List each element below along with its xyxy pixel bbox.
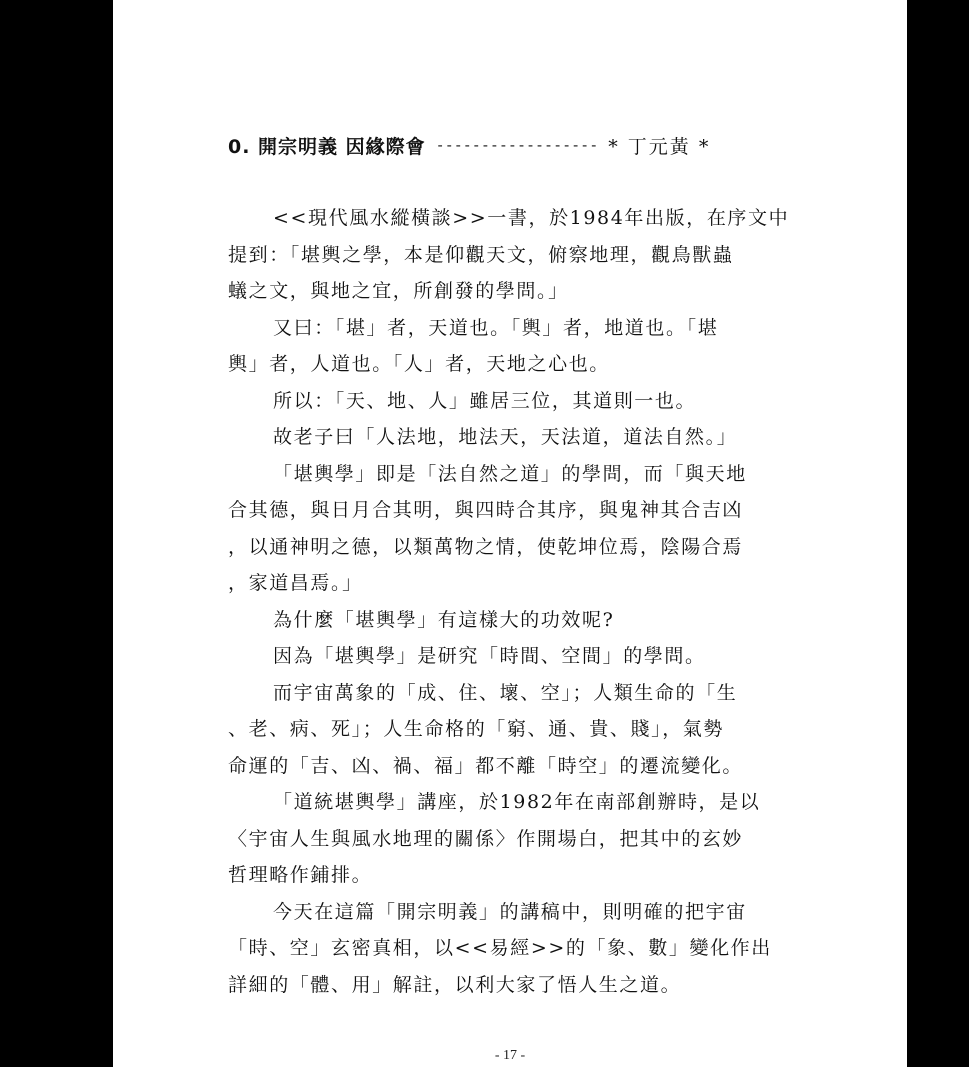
text-line: 輿」者，人道也。「人」者，天地之心也。 bbox=[228, 353, 610, 375]
page-number: - 17 - bbox=[494, 1048, 526, 1063]
text-line: ，家道昌焉。」 bbox=[228, 572, 363, 594]
text-line: 「時、空」玄密真相，以<<易經>>的「象、數」變化作出 bbox=[228, 937, 772, 959]
text-line: 、老、病、死」；人生命格的「窮、通、貴、賤」，氣勢 bbox=[228, 718, 725, 740]
text-line: ，以通神明之德，以類萬物之情，使乾坤位焉，陰陽合焉 bbox=[228, 535, 744, 558]
text-line: 詳細的「體、用」解註，以利大家了悟人生之道。 bbox=[228, 973, 682, 996]
text-line: 「道統堪輿學」講座，於1982年在南部創辦時，是以 bbox=[273, 791, 761, 813]
author-name: * 丁元黃 * bbox=[608, 135, 711, 158]
text-line: 「堪輿學」即是「法自然之道」的學問，而「與天地 bbox=[273, 462, 747, 485]
text-line: 哲理略作鋪排。 bbox=[228, 864, 373, 886]
text-line: 而宇宙萬象的「成、住、壞、空」；人類生命的「生 bbox=[273, 681, 738, 704]
text-line: 蟻之文，與地之宜，所創發的學問。」 bbox=[228, 280, 569, 302]
heading-dash-leader: ------------------ bbox=[435, 136, 599, 154]
chapter-title: 0. 開宗明義 因緣際會 bbox=[228, 135, 426, 158]
body-text bbox=[228, 200, 788, 1003]
text-line: 所以：「天、地、人」雖居三位，其道則一也。 bbox=[273, 389, 697, 412]
text-line: 命運的「吉、凶、禍、福」都不離「時空」的遷流變化。 bbox=[228, 754, 744, 777]
text-line: 今天在這篇「開宗明義」的講稿中，則明確的把宇宙 bbox=[273, 900, 747, 923]
text-line: 因為「堪輿學」是研究「時間、空間」的學問。 bbox=[273, 645, 706, 667]
text-line: <<現代風水縱橫談>>一書，於1984年出版，在序文中 bbox=[273, 207, 790, 229]
text-line: 故老子曰「人法地，地法天，天法道，道法自然。」 bbox=[273, 426, 738, 448]
chapter-heading bbox=[228, 130, 788, 160]
text-line: 〈宇宙人生與風水地理的關係〉作開場白，把其中的玄妙 bbox=[228, 827, 744, 850]
text-line: 合其德，與日月合其明，與四時合其序，與鬼神其合吉凶 bbox=[228, 499, 744, 521]
text-line: 提到：「堪輿之學，本是仰觀天文，俯察地理，觀鳥獸蟲 bbox=[228, 243, 734, 266]
text-line: 又曰：「堪」者，天道也。「輿」者，地道也。「堪 bbox=[273, 316, 719, 339]
text-line: 為什麼「堪輿學」有這樣大的功效呢? bbox=[273, 608, 615, 631]
document-page bbox=[113, 0, 907, 1067]
